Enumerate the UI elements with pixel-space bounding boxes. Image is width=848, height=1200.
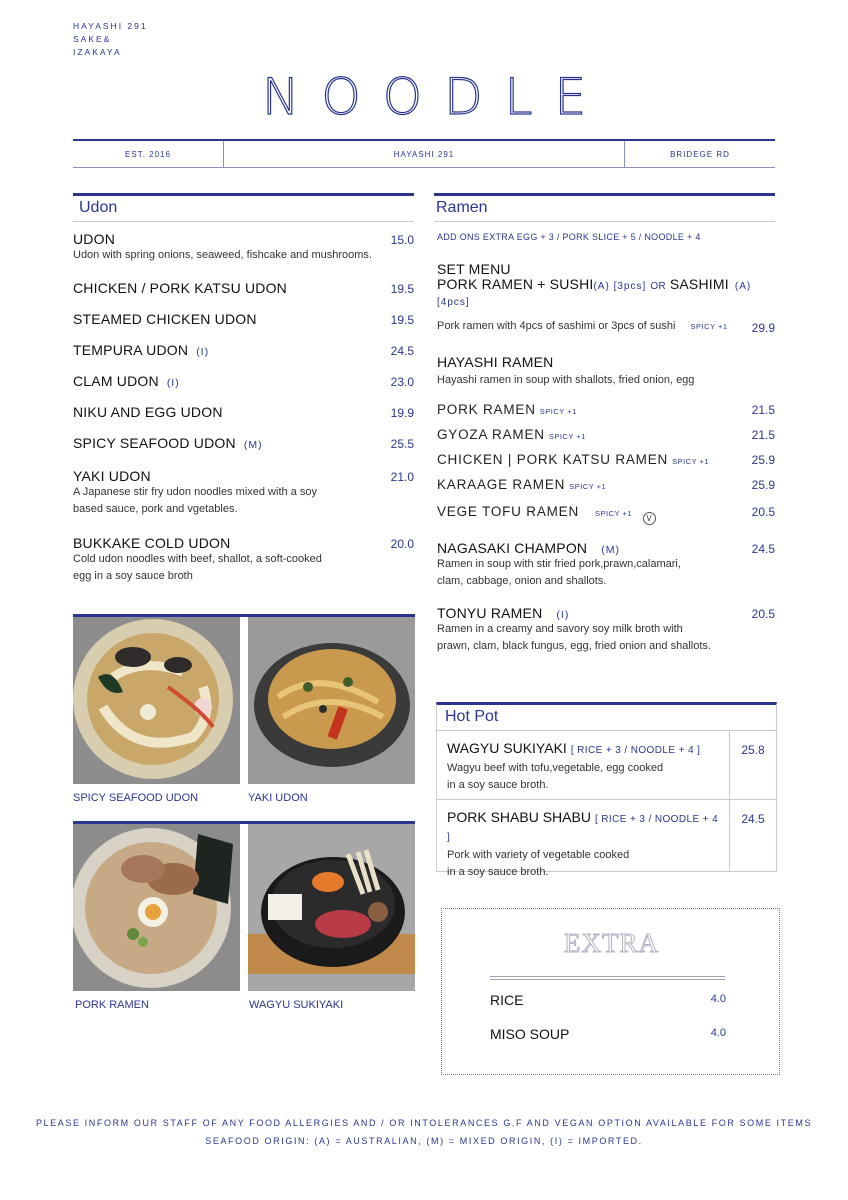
item-price: 24.5 (390, 344, 414, 358)
origin-tag: (A) [3pcs] (593, 281, 647, 292)
item-desc-line: Pork with variety of vegetable cooked (447, 849, 630, 861)
item-price: 23.0 (390, 375, 414, 389)
menu-item-bukkake-udon (73, 535, 414, 585)
established-label: EST. 2016 (73, 141, 224, 167)
item-name: CHICKEN / PORK KATSU UDON (73, 280, 287, 296)
ramen-heading: Ramen (434, 199, 775, 222)
item-price: 29.9 (751, 321, 775, 335)
origin-tag: (I) (166, 377, 180, 389)
spicy-option: SPICY +1 (569, 482, 607, 491)
item-name: PORK SHABU SHABU (447, 809, 591, 825)
item-price: 20.0 (390, 537, 414, 551)
item-desc: Udon with spring onions, seaweed, fishcake and mushrooms. (73, 249, 372, 261)
allergy-notice: PLEASE INFORM OUR STAFF OF ANY FOOD ALLERGIES AND / OR INTOLERANCES G.F AND VEGAN OPTION AVAILABLE FOR SOME ITEMS (35, 1118, 813, 1128)
brand-name: HAYASHI 291 (73, 21, 148, 31)
item-desc-line: Ramen in soup with stir fried pork,prawn,calamari, (437, 558, 681, 570)
udon-header (73, 193, 414, 222)
hayashi-variants (434, 401, 775, 528)
item-desc-line: prawn, clam, black fungus, egg, fried onion and shallots. (437, 640, 711, 652)
brand-sub-1: SAKE& (73, 34, 112, 44)
variant-name: VEGE TOFU RAMEN (437, 504, 580, 519)
item-name: MISO SOUP (490, 1026, 570, 1042)
menu-item-yaki-udon (73, 468, 414, 518)
spicy-option: SPICY +1 (690, 322, 728, 331)
item-name: STEAMED CHICKEN UDON (73, 311, 257, 327)
item-name: TONYU RAMEN (437, 605, 543, 621)
item-price: 19.9 (390, 406, 414, 420)
restaurant-name: HAYASHI 291 (224, 141, 625, 167)
udon-section (73, 193, 414, 585)
hayashi-ramen-item (434, 354, 775, 389)
variant-row (437, 401, 775, 426)
hotpot-header (436, 702, 777, 731)
item-price: 25.5 (390, 437, 414, 451)
item-price: 21.5 (751, 403, 775, 417)
item-price: 21.5 (751, 428, 775, 442)
menu-item-spicy-seafood-udon (73, 435, 414, 451)
spicy-option: SPICY +1 (672, 457, 710, 466)
item-options: [ RICE + 3 / NOODLE + 4 ] (570, 745, 701, 756)
variant-name: CHICKEN | PORK KATSU RAMEN (437, 452, 669, 467)
wagyu-sukiyaki-photo (248, 824, 415, 991)
item-name: RICE (490, 992, 524, 1008)
variant-name: GYOZA RAMEN (437, 427, 545, 442)
photo-caption: SPICY SEAFOOD UDON (73, 792, 199, 804)
tonyu-ramen-item (434, 605, 775, 655)
pork-ramen-photo (73, 824, 240, 991)
nagasaki-champon-item (434, 540, 775, 590)
variant-name: KARAAGE RAMEN (437, 477, 566, 492)
brand-block (73, 20, 148, 59)
item-desc: Pork ramen with 4pcs of sashimi or 3pcs of sushi (437, 320, 676, 332)
brand-sub-2: IZAKAYA (73, 47, 122, 57)
item-price: 25.8 (741, 743, 765, 757)
menu-item-udon (73, 231, 414, 264)
item-name: SPICY SEAFOOD UDON (73, 435, 236, 451)
item-desc-line: Ramen in a creamy and savory soy milk broth with (437, 623, 683, 635)
origin-tag: (I) (556, 609, 570, 621)
menu-item-steamed-chicken-udon (73, 311, 414, 327)
photo-caption: YAKI UDON (248, 792, 308, 804)
menu-item-niku-egg-udon (73, 404, 414, 420)
item-name: UDON (73, 231, 116, 247)
ramen-header (434, 193, 775, 222)
item-name: WAGYU SUKIYAKI (447, 740, 567, 756)
set-menu-item (434, 261, 775, 335)
info-bar (73, 139, 775, 168)
set-menu-label: SET MENU (437, 261, 511, 277)
item-price: 19.5 (390, 282, 414, 296)
item-price: 24.5 (751, 542, 775, 556)
spicy-seafood-udon-photo (73, 617, 240, 784)
menu-item-clam-udon (73, 373, 414, 389)
menu-item-tempura-udon (73, 342, 414, 358)
ramen-addons: ADD ONS EXTRA EGG + 3 / PORK SLICE + 5 / NOODLE + 4 (437, 232, 701, 242)
set-menu-name-b: SASHIMI (669, 276, 729, 292)
item-name: HAYASHI RAMEN (437, 354, 554, 370)
spicy-option: SPICY +1 (539, 407, 577, 416)
item-price: 25.9 (751, 478, 775, 492)
extra-heading: EXTRA (564, 928, 659, 958)
set-menu-or: OR (650, 281, 666, 292)
seafood-origin-legend: SEAFOOD ORIGIN: (A) = AUSTRALIAN, (M) = MIXED ORIGIN, (I) = IMPORTED. (205, 1136, 643, 1146)
variant-row (437, 503, 775, 528)
item-price: 25.9 (751, 453, 775, 467)
item-name: BUKKAKE COLD UDON (73, 535, 231, 551)
item-desc: Hayashi ramen in soup with shallots, fried onion, egg (437, 374, 695, 386)
item-name: NAGASAKI CHAMPON (437, 540, 588, 556)
variant-row (437, 451, 775, 476)
item-desc-line: A Japanese stir fry udon noodles mixed with a soy (73, 486, 317, 498)
item-desc-line: in a soy sauce broth. (447, 779, 549, 791)
extra-section (441, 908, 780, 1075)
ramen-section (434, 193, 775, 655)
hotpot-heading: Hot Pot (437, 708, 776, 731)
extra-item (490, 1026, 726, 1042)
item-name: YAKI UDON (73, 468, 151, 484)
variant-row (437, 476, 775, 501)
hotpot-table (436, 731, 777, 878)
spicy-option: SPICY +1 (548, 432, 586, 441)
item-desc-line: egg in a soy sauce broth (73, 570, 193, 582)
item-price: 4.0 (710, 1027, 726, 1039)
location-label: BRIDEGE RD (670, 149, 730, 159)
set-menu-name-a: PORK RAMEN + SUSHI (437, 276, 594, 292)
origin-tag: (M) (243, 439, 263, 451)
page-title: NOODLE (261, 68, 609, 126)
variant-name: PORK RAMEN (437, 402, 536, 417)
item-name: CLAM UDON (73, 373, 159, 389)
item-price: 21.0 (390, 470, 414, 484)
item-price: 24.5 (741, 812, 765, 826)
extra-divider (490, 976, 725, 980)
menu-item-katsu-udon (73, 280, 414, 296)
item-desc-line: Cold udon noodles with beef, shallot, a soft-cooked (73, 553, 322, 565)
item-options: [ RICE + 3 / NOODLE + 4 ] (447, 814, 719, 843)
hotpot-section (436, 702, 777, 878)
yaki-udon-photo (248, 617, 415, 784)
photo-caption: PORK RAMEN (75, 999, 149, 1011)
item-price: 20.5 (751, 505, 775, 519)
item-price: 4.0 (710, 993, 726, 1005)
photo-caption: WAGYU SUKIYAKI (249, 999, 344, 1011)
item-price: 15.0 (390, 233, 414, 247)
item-price: 20.5 (751, 607, 775, 621)
item-desc-line: Wagyu beef with tofu,vegetable, egg cooked (447, 762, 664, 774)
vegetarian-icon: V (643, 512, 656, 525)
origin-tag: (I) (196, 346, 210, 358)
item-price: 19.5 (390, 313, 414, 327)
variant-row (437, 426, 775, 451)
hotpot-row (437, 800, 776, 878)
item-desc-line: based sauce, pork and vgetables. (73, 503, 238, 515)
item-desc-line: clam, cabbage, onion and shallots. (437, 575, 607, 587)
udon-heading: Udon (73, 199, 414, 222)
footer-notes (0, 1114, 848, 1150)
origin-tag: (A) [4pcs] (437, 281, 752, 308)
origin-tag: (M) (601, 544, 620, 556)
item-name: TEMPURA UDON (73, 342, 189, 358)
spicy-option: SPICY +1 (595, 509, 633, 518)
extra-item (490, 992, 726, 1008)
hotpot-row (437, 731, 776, 800)
item-name: NIKU AND EGG UDON (73, 404, 223, 420)
item-desc-line: in a soy sauce broth. (447, 866, 549, 878)
